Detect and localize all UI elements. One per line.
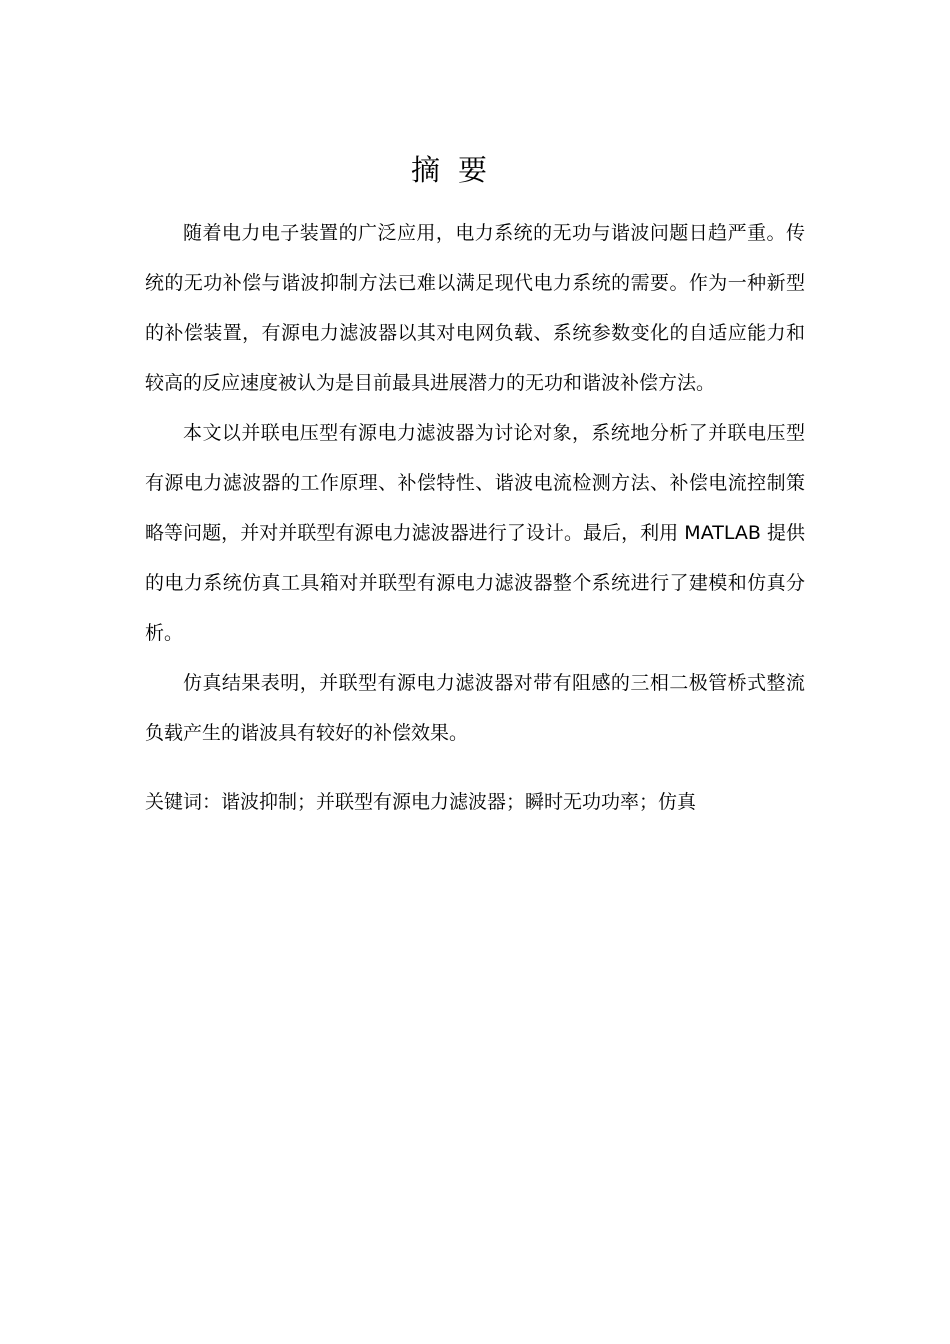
abstract-paragraph-1: 随着电力电子装置的广泛应用，电力系统的无功与谐波问题日趋严重。传统的无功补偿与谐波抑制方法已难以满足现代电力系统的需要。作为一种新型的补偿装置，有源电力滤波器以其对电网负载、系统参数变化的自适应能力和较高的反应速度被认为是目前最具进展潜力的无功和谐波补偿方法。 <box>145 222 805 394</box>
abstract-paragraph-2: 本文以并联电压型有源电力滤波器为讨论对象，系统地分析了并联电压型有源电力滤波器的工作原理、补偿特性、谐波电流检测方法、补偿电流控制策略等问题，并对并联型有源电力滤波器进行了设计。最后，利用 MATLAB 提供的电力系统仿真工具箱对并联型有源电力滤波器整个系统进行了建模和仿真分析。 <box>145 422 805 644</box>
abstract-body <box>145 208 805 758</box>
abstract-title: 摘要 <box>410 153 505 187</box>
abstract-paragraph-3: 仿真结果表明，并联型有源电力滤波器对带有阻感的三相二极管桥式整流负载产生的谐波具有较好的补偿效果。 <box>145 672 805 744</box>
keywords-line: 关键词：谐波抑制；并联型有源电力滤波器；瞬时无功功率；仿真 <box>145 791 697 813</box>
